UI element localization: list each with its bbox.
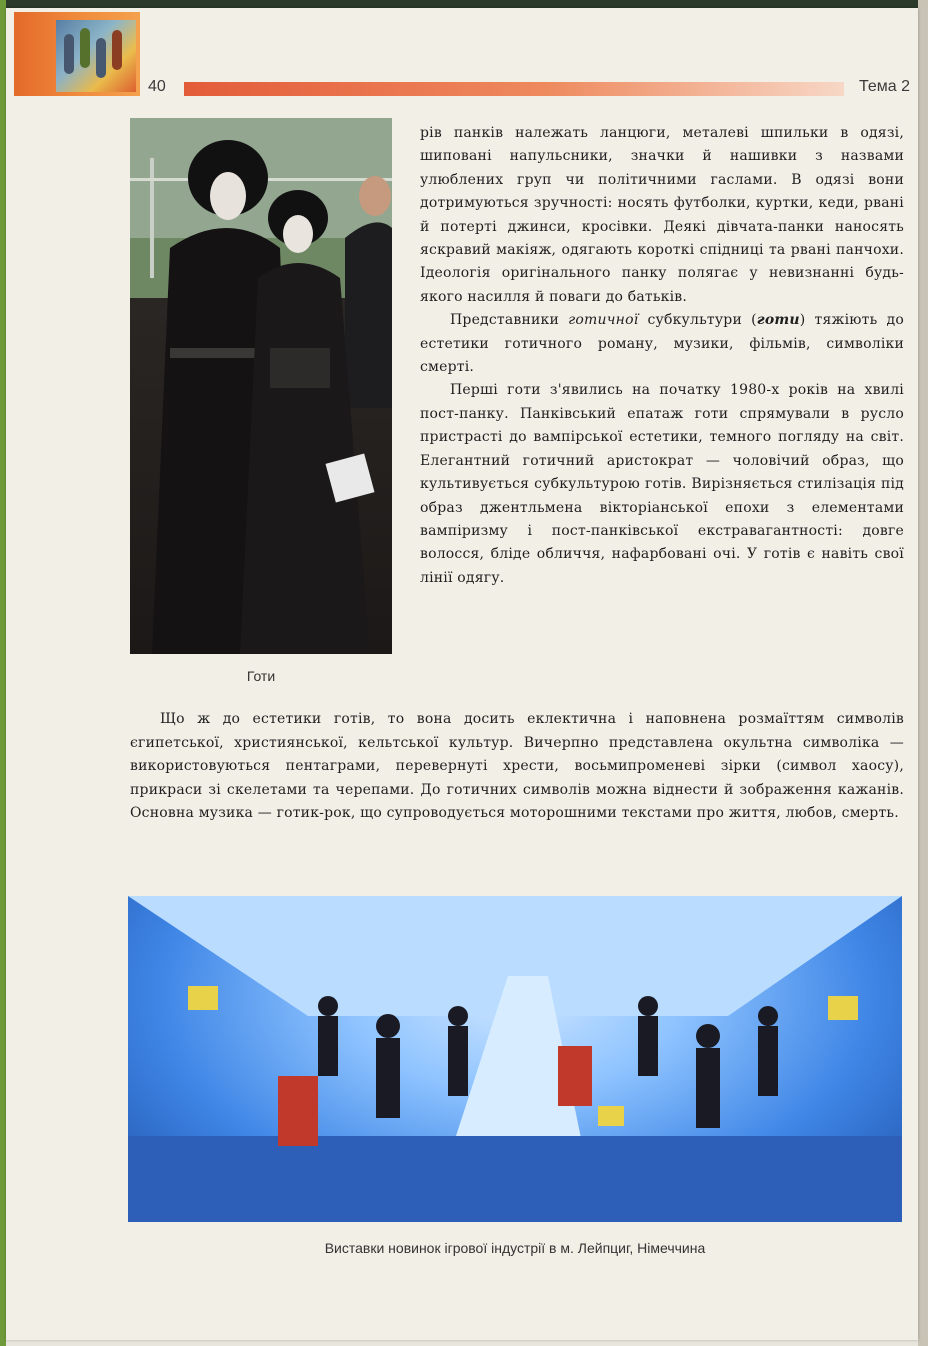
paragraph-goth-intro — [420, 309, 904, 379]
expo-caption: Виставки новинок ігрової індустрії в м. Лейпциг, Німеччина — [324, 1240, 706, 1256]
goths-caption: Готи — [246, 668, 276, 684]
expo-illustration — [128, 896, 902, 1222]
page-number: 40 — [148, 78, 166, 95]
goth-intro-end: ) тяжіють до естетики готичного роману, музики, фільмів, символіки смерті. — [420, 312, 905, 376]
goths-photo — [130, 118, 392, 654]
goth-term-bold: готи — [756, 312, 800, 329]
text-column — [420, 122, 904, 590]
goth-intro-mid: субкультури ( — [638, 312, 757, 329]
logo-figures-image — [56, 20, 136, 92]
section-logo — [14, 12, 140, 96]
goth-term-italic: готичної — [568, 312, 639, 329]
game-expo-photo — [128, 896, 902, 1222]
header-bar — [184, 82, 844, 96]
paragraph-goth-history: Перші готи з'явились на початку 1980-х років на хвилі пост-панку. Панківський епатаж готи спрямували в русло пристрасті до вампірської естетики, темного погляду на світ. Елегантний готичний аристократ — чоловічий образ, що культивується субкультурою готів. Вирізняється стилізація під образ джентльмена вікторіанської епохи з елементами вампіризму і пост-панківської екстравагантності: довге волосся, бліде обличчя, нафарбовані очі. У готів є навіть свої лінії одягу. — [420, 382, 904, 586]
paragraph-goth-aesthetics: Що ж до естетики готів, то вона досить еклектична і наповнена розмаїттям символів єгипетської, християнської, кельтської культур. Вичерпно представлена окультна символіка — використовуються пентаграми, перевернуті хрести, восьмипроменеві зірки (символ хаосу), прикраси зі скелетами та черепами. До готичних символів можна віднести й зображення кажанів. Основна музика — готик-рок, що супроводується моторошними текстами про життя, любов, смерть. — [130, 711, 904, 822]
right-edge — [918, 0, 928, 1346]
goth-intro-start: Представники — [450, 312, 569, 329]
paragraph-punk: рів панків належать ланцюги, металеві шпильки в одязі, шиповані напульсники, значки й нашивки з назвами улюблених груп чи політичними гаслами. В одязі вони дотримуються зручності: носять футболки, куртки, кеди, рвані й потерті джинси, кросівки. Деякі дівчата-панки наносять яскравий макіяж, одягають короткі спідниці та рвані панчохи. Ідеологія оригінального панку полягає у невизнанні будь-якого насилля й поваги до батьків. — [420, 125, 904, 305]
topic-label: Тема 2 — [858, 78, 910, 95]
goths-illustration — [130, 118, 392, 654]
